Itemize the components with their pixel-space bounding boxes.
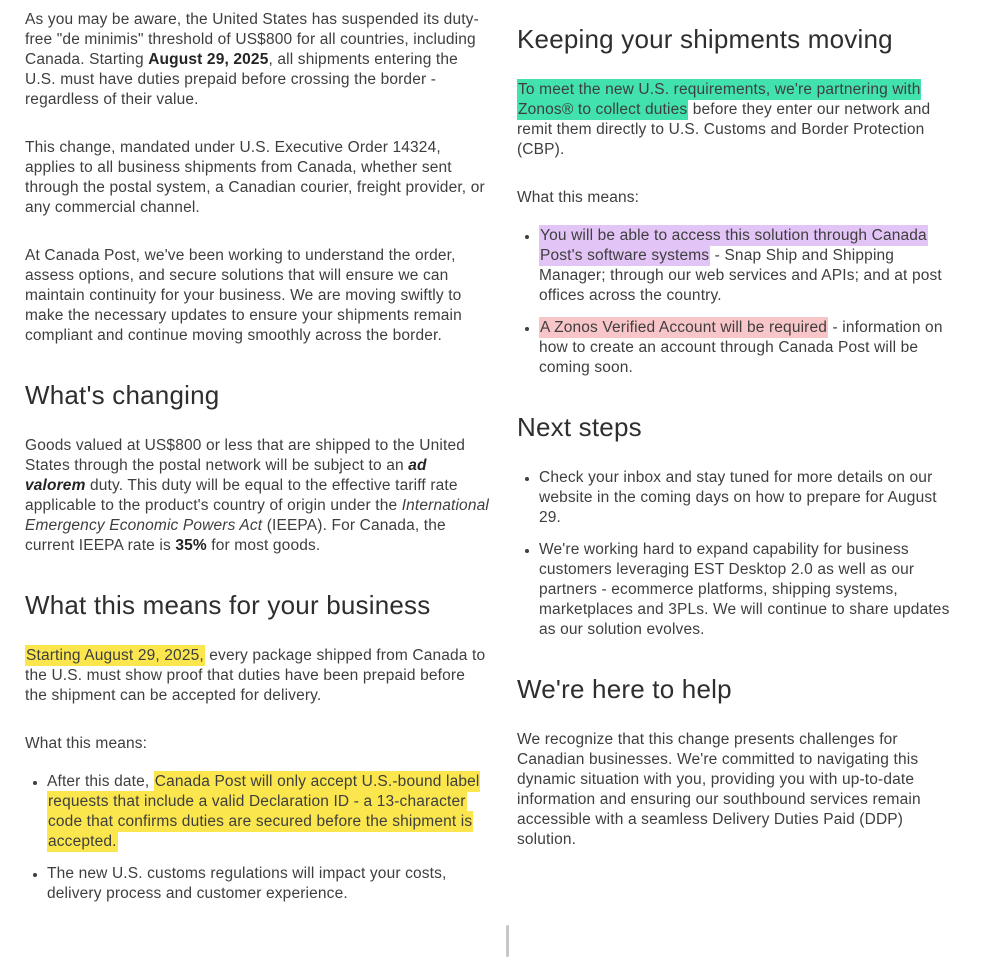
text-segment: every package shipped from Canada to the U.S. must show proof that duties have been prepaid before the shipment can be accepted for delivery.	[25, 647, 486, 704]
paragraph	[25, 734, 490, 754]
highlighted-text: Canada Post will only accept U.S.-bound label requests that include a valid Declaration ID - a 13-character code that confirms duties are secured before the shipment is accepted.	[48, 773, 480, 850]
paragraph	[517, 188, 963, 208]
list-item	[47, 772, 490, 852]
section-heading: Next steps	[517, 412, 642, 442]
bold-text: ad valorem	[25, 457, 427, 494]
text-segment: (IEEPA). For Canada, the current IEEPA rate is	[25, 517, 446, 554]
list-item	[539, 226, 963, 306]
text-segment: What this means:	[25, 735, 148, 752]
paragraph	[25, 138, 490, 218]
section-heading: We're here to help	[517, 674, 732, 704]
text-segment: , all shipments entering the U.S. must have duties prepaid before crossing the border - regardless of their value.	[25, 51, 458, 108]
text-segment: duty. This duty will be equal to the effective tariff rate applicable to the product's country of origin under the	[25, 477, 458, 514]
bullet-list	[25, 772, 490, 904]
text-segment: After this date,	[47, 773, 154, 790]
text-segment: - information on how to create an account through Canada Post will be coming soon.	[539, 319, 943, 376]
scrollbar-thumb[interactable]	[506, 925, 509, 957]
section-heading: What this means for your business	[25, 590, 431, 620]
list-item	[539, 318, 963, 378]
text-segment: Check your inbox and stay tuned for more details on our website in the coming days on how to prepare for August 29.	[539, 469, 937, 526]
text-segment: What this means:	[517, 189, 640, 206]
highlighted-text: Starting August 29, 2025,	[26, 647, 204, 664]
left-column	[25, 10, 490, 960]
text-segment: At Canada Post, we've been working to understand the order, assess options, and secure solutions that will ensure we can maintain continuity for your business. We are moving swiftly to make the necessary updates to ensure your shipments remain compliant and continue moving smoothly across the border.	[25, 247, 462, 344]
bullet-list	[517, 468, 963, 640]
list-item	[539, 540, 963, 640]
text-segment: for most goods.	[206, 537, 321, 554]
text-segment: Goods valued at US$800 or less that are shipped to the United States through the postal network will be subject to an	[25, 437, 465, 474]
text-segment: before they enter our network and remit them directly to U.S. Customs and Border Protection (CBP).	[517, 101, 931, 158]
text-segment: International Emergency Economic Powers Act	[25, 497, 489, 534]
text-segment: - Snap Ship and Shipping Manager; through our web services and APIs; and at post offices across the country.	[539, 247, 942, 304]
text-segment: We're working hard to expand capability for business customers leveraging EST Desktop 2.0 as well as our partners - ecommerce platforms, shipping systems, marketplaces and 3PLs. We will continue to share updates as our solution evolves.	[539, 541, 950, 638]
paragraph	[517, 730, 963, 850]
bold-text: August 29, 2025	[148, 51, 269, 68]
list-item	[539, 468, 963, 528]
highlighted-text: To meet the new U.S. requirements, we're partnering with Zonos® to collect duties	[518, 81, 921, 118]
paragraph	[25, 10, 490, 110]
highlighted-text: You will be able to access this solution through Canada Post's software systems	[540, 227, 927, 264]
paragraph	[25, 436, 490, 556]
highlighted-text: A Zonos Verified Account will be required	[540, 319, 828, 336]
list-item	[47, 864, 490, 904]
right-column	[517, 10, 963, 960]
section-heading: Keeping your shipments moving	[517, 24, 893, 54]
text-segment: The new U.S. customs regulations will impact your costs, delivery process and customer experience.	[47, 865, 447, 902]
paragraph	[25, 246, 490, 346]
bullet-list	[517, 226, 963, 378]
text-segment: As you may be aware, the United States has suspended its duty-free "de minimis" threshold of US$800 for all countries, including Canada. Starting	[25, 11, 479, 68]
text-segment: We recognize that this change presents challenges for Canadian businesses. We're committed to navigating this dynamic situation with you, providing you with up-to-date information and ensuring our southbound services remain accessible with a seamless Delivery Duties Paid (DDP) solution.	[517, 731, 921, 848]
text-segment: This change, mandated under U.S. Executive Order 14324, applies to all business shipments from Canada, whether sent through the postal system, a Canadian courier, freight provider, or any commercial channel.	[25, 139, 485, 216]
paragraph	[517, 80, 963, 160]
paragraph	[25, 646, 490, 706]
bold-text: 35%	[175, 537, 207, 554]
section-heading: What's changing	[25, 380, 220, 410]
